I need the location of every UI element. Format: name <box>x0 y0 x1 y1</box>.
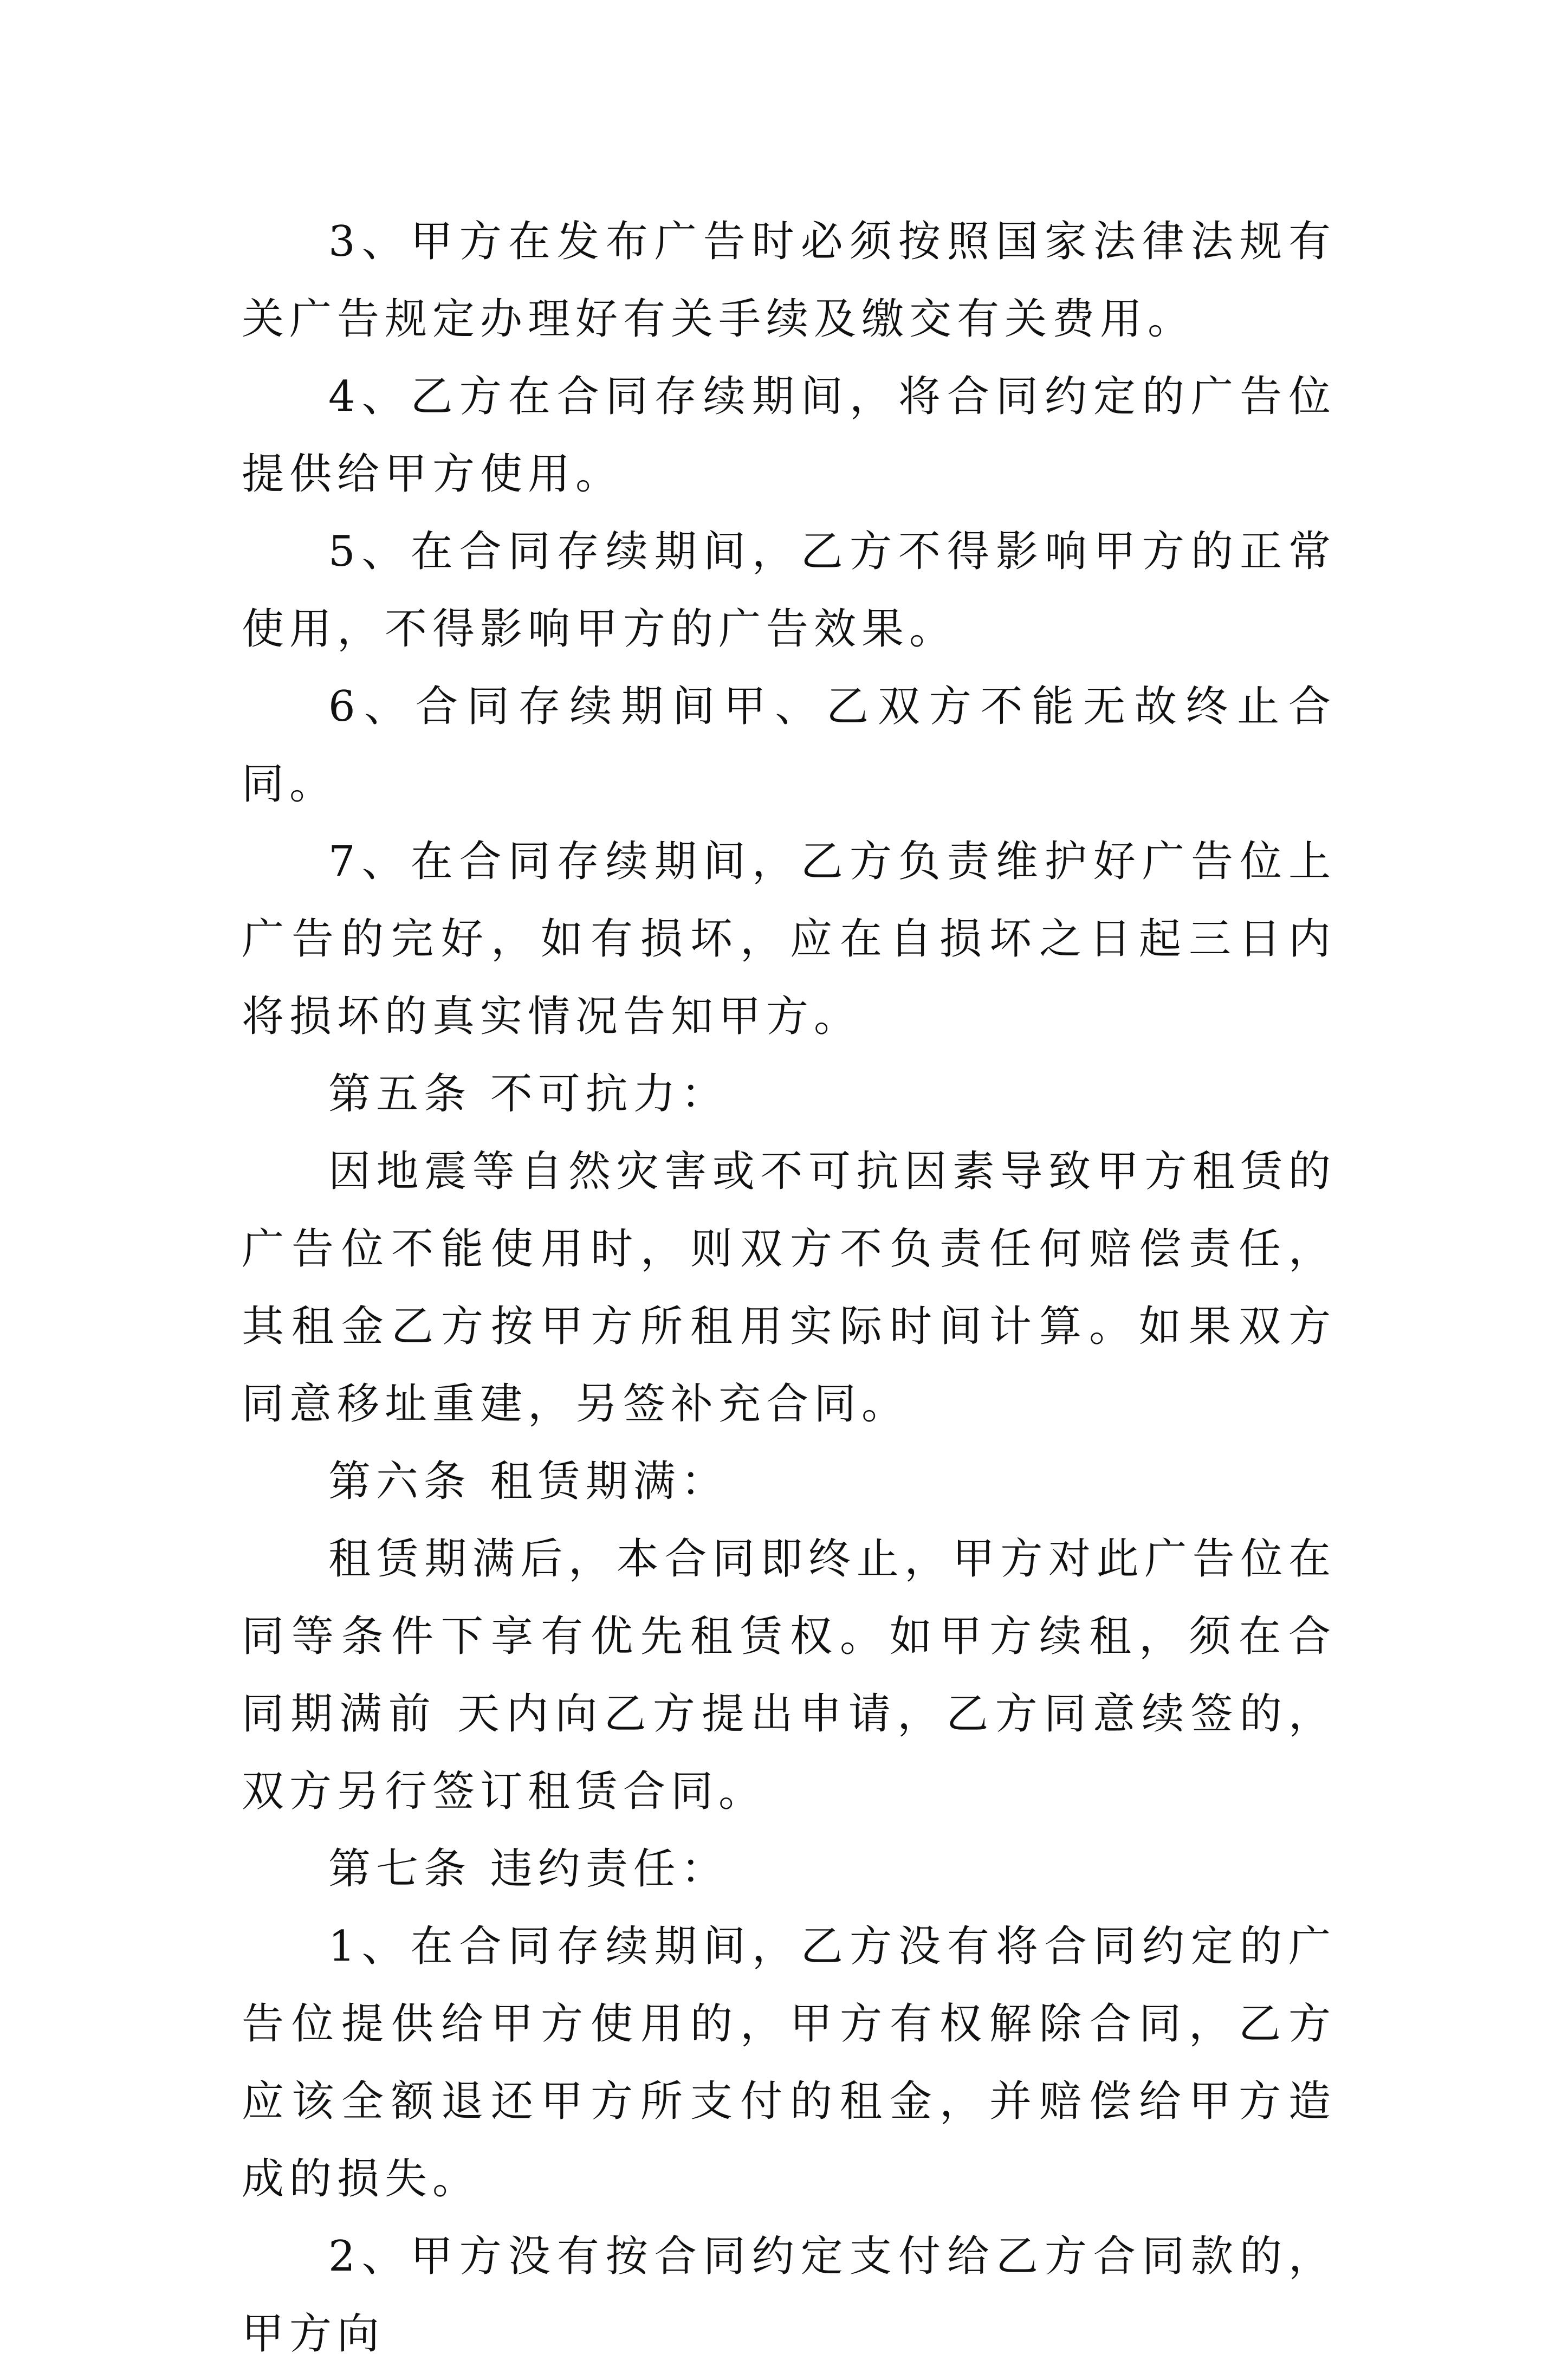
article-7-clause-2: 2、甲方没有按合同约定支付给乙方合同款的，甲方向 <box>242 2232 1336 2358</box>
article-5-heading: 第五条 不可抗力： <box>328 1070 729 1118</box>
clause-3-paragraph: 3、甲方在发布广告时必须按照国家法律法规有关广告规定办理好有关手续及缴交有关费用。 <box>242 217 1336 344</box>
article-6-body: 租赁期满后，本合同即终止，甲方对此广告位在同等条件下享有优先租赁权。如甲方续租，须在合同期满前 天内向乙方提出申请，乙方同意续签的，双方另行签订租赁合同。 <box>242 1535 1336 1816</box>
document-body <box>242 203 1336 2373</box>
article-5-body: 因地震等自然灾害或不可抗因素导致甲方租赁的广告位不能使用时，则双方不负责任何赔偿责任，其租金乙方按甲方所租用实际时间计算。如果双方同意移址重建，另签补充合同。 <box>242 1147 1336 1428</box>
clause-4-paragraph: 4、乙方在合同存续期间，将合同约定的广告位提供给甲方使用。 <box>242 372 1336 499</box>
article-7-clause-1: 1、在合同存续期间，乙方没有将合同约定的广告位提供给甲方使用的，甲方有权解除合同，乙方应该全额退还甲方所支付的租金，并赔偿给甲方造成的损失。 <box>242 1922 1336 2203</box>
article-6-heading: 第六条 租赁期满： <box>328 1457 729 1506</box>
clause-5-paragraph: 5、在合同存续期间，乙方不得影响甲方的正常使用，不得影响甲方的广告效果。 <box>242 527 1336 654</box>
clause-6-paragraph: 6、合同存续期间甲、乙双方不能无故终止合同。 <box>242 682 1336 809</box>
article-7-heading: 第七条 违约责任： <box>328 1845 729 1893</box>
clause-7-paragraph: 7、在合同存续期间，乙方负责维护好广告位上广告的完好，如有损坏，应在自损坏之日起三日内将损坏的真实情况告知甲方。 <box>242 837 1336 1041</box>
